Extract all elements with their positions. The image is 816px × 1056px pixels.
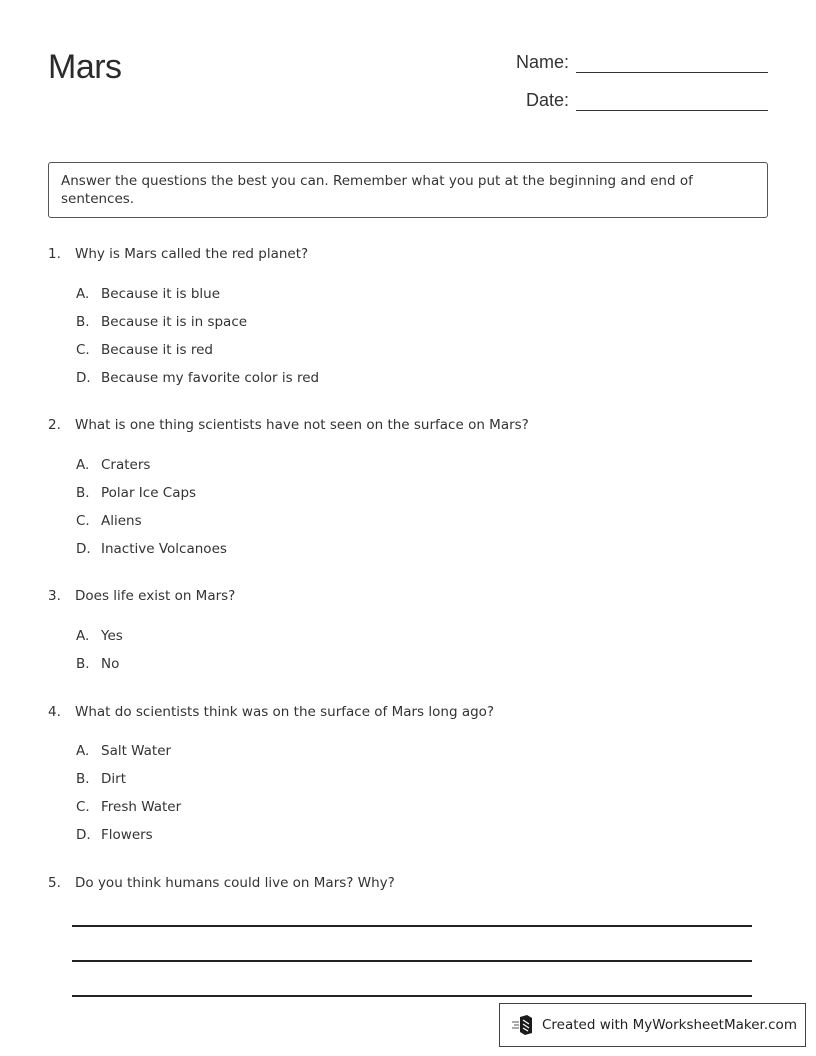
choice-letter: B. <box>76 314 90 330</box>
choice-text: Aliens <box>101 513 142 529</box>
choice-text: Because it is blue <box>101 286 221 302</box>
choice-text: Salt Water <box>101 743 172 759</box>
choice-item[interactable] <box>76 799 181 815</box>
choice-text: Flowers <box>101 827 153 843</box>
choice-letter: A. <box>76 743 90 759</box>
choice-item[interactable] <box>76 743 171 759</box>
choice-letter: D. <box>76 370 91 386</box>
choice-text: Yes <box>101 628 123 644</box>
worksheet-maker-logo-icon <box>511 1014 535 1036</box>
answer-line-1[interactable] <box>72 925 752 927</box>
choice-text: Polar Ice Caps <box>101 485 197 501</box>
choice-letter: A. <box>76 628 90 644</box>
question-number: 4. <box>48 704 61 720</box>
choice-text: Because it is red <box>101 342 213 358</box>
choice-item[interactable] <box>76 342 213 358</box>
choice-item[interactable] <box>76 628 123 644</box>
choice-item[interactable] <box>76 541 227 557</box>
choice-item[interactable] <box>76 656 119 672</box>
choice-text: Because it is in space <box>101 314 248 330</box>
choice-letter: B. <box>76 771 90 787</box>
footer-text: Created with MyWorksheetMaker.com <box>542 1017 797 1033</box>
choice-letter: C. <box>76 513 90 529</box>
date-field <box>526 90 768 111</box>
choice-text: Craters <box>101 457 151 473</box>
name-input-line[interactable] <box>576 53 768 73</box>
choice-letter: A. <box>76 286 90 302</box>
question-number: 2. <box>48 417 61 433</box>
question-number: 1. <box>48 246 61 262</box>
choice-item[interactable] <box>76 827 153 843</box>
name-field <box>516 52 768 73</box>
choice-item[interactable] <box>76 771 126 787</box>
choice-text: Inactive Volcanoes <box>101 541 227 557</box>
choice-item[interactable] <box>76 370 319 386</box>
created-with-badge[interactable] <box>499 1003 806 1047</box>
question-text: Does life exist on Mars? <box>75 588 236 604</box>
choice-item[interactable] <box>76 513 142 529</box>
choice-text: No <box>101 656 120 672</box>
choice-letter: B. <box>76 656 90 672</box>
date-input-line[interactable] <box>576 91 768 111</box>
choice-item[interactable] <box>76 314 247 330</box>
instructions-box: Answer the questions the best you can. Remember what you put at the beginning and end of sentences. <box>48 162 768 218</box>
choice-text: Fresh Water <box>101 799 182 815</box>
question-text: Do you think humans could live on Mars? Why? <box>75 875 395 891</box>
choice-item[interactable] <box>76 457 150 473</box>
answer-line-2[interactable] <box>72 960 752 962</box>
question-text: What is one thing scientists have not seen on the surface on Mars? <box>75 417 529 433</box>
question-text: Why is Mars called the red planet? <box>75 246 309 262</box>
choice-letter: B. <box>76 485 90 501</box>
choice-letter: C. <box>76 799 90 815</box>
question-number: 5. <box>48 875 61 891</box>
choice-letter: D. <box>76 541 91 557</box>
worksheet-title: Mars <box>48 48 122 86</box>
choice-letter: D. <box>76 827 91 843</box>
choice-item[interactable] <box>76 485 196 501</box>
question-text: What do scientists think was on the surface of Mars long ago? <box>75 704 495 720</box>
choice-text: Dirt <box>101 771 126 787</box>
answer-line-3[interactable] <box>72 995 752 997</box>
date-label: Date: <box>525 90 569 110</box>
name-label: Name: <box>515 52 569 72</box>
choice-item[interactable] <box>76 286 220 302</box>
choice-letter: C. <box>76 342 90 358</box>
choice-letter: A. <box>76 457 90 473</box>
choice-text: Because my favorite color is red <box>101 370 320 386</box>
question-number: 3. <box>48 588 61 604</box>
